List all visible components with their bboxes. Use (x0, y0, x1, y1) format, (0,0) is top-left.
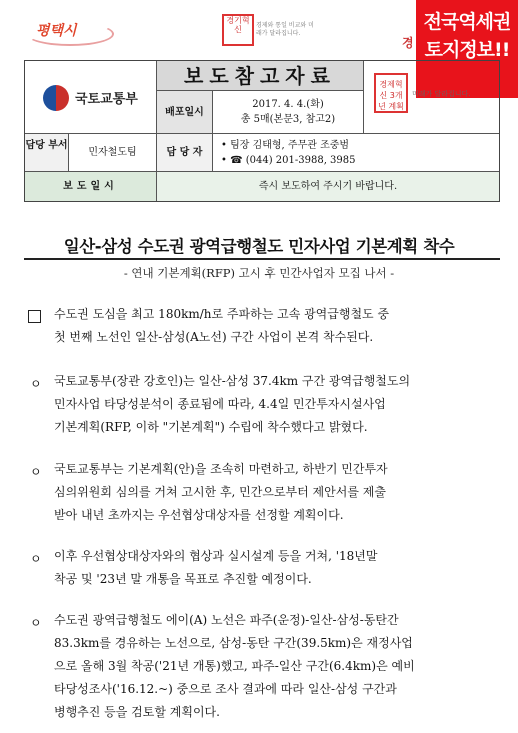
stamp-top-caption: 경제와 통일 비교와 미래가 달라집니다. (256, 22, 314, 37)
department-label: 담당 부서 (25, 134, 69, 172)
circle-bullet-icon: ㅇ (30, 465, 42, 479)
circle-bullet-icon: ㅇ (30, 616, 42, 630)
stamp-top-label: 경기혁신 (226, 16, 250, 34)
paragraph-3-line-1: 국토교통부는 기본계획(안)을 조속히 마련하고, 하반기 민간투자 (54, 462, 388, 476)
document-title: 보도참고자료 (157, 61, 363, 91)
paragraph-4 (54, 545, 500, 591)
stamp-caption: 미래가 달라집니다. (412, 90, 471, 98)
press-header-table (24, 60, 500, 202)
paragraph-4-line-1: 이후 우선협상대상자와의 협상과 실시설계 등을 거쳐, '18년말 (54, 549, 378, 563)
distribution-date: 2017. 4. 4.(화) (252, 99, 324, 110)
contact-value (213, 134, 499, 172)
circle-bullet-icon: ㅇ (30, 377, 42, 391)
paragraph-1-line-2: 첫 번째 노선인 일산-삼성(A노선) 구간 사업이 본격 착수된다. (54, 330, 374, 344)
corner-text: 경 (402, 36, 414, 50)
distribution-label: 배포일시 (157, 91, 213, 134)
paragraph-1 (54, 303, 500, 349)
paragraph-5-line-4: 타당성조사('16.12.~) 중으로 조사 결과에 따라 일산-삼성 구간과 (54, 682, 397, 696)
banner-line-1: 전국역세권 (423, 11, 511, 33)
paragraph-5 (54, 609, 500, 724)
subheadline: - 연내 기본계획(RFP) 고시 후 민간사업자 모집 나서 - (123, 266, 395, 280)
paragraph-3 (54, 458, 500, 527)
banner-line-2: 토지정보!! (424, 39, 510, 61)
headline: 일산-삼성 수도권 광역급행철도 민자사업 기본계획 착수 (63, 237, 455, 256)
taegeuk-icon (43, 85, 69, 111)
paragraph-2-line-2: 민자사업 타당성분석이 종료됨에 따라, 4.4일 민간투자시설사업 (54, 397, 386, 411)
release-label: 보도일시 (25, 172, 157, 201)
ministry-logo-cell (25, 61, 157, 134)
paragraph-1-line-1: 수도권 도심을 최고 180km/h로 주파하는 고속 광역급행철도 중 (54, 307, 390, 321)
release-value: 즉시 보도하여 주시기 바랍니다. (157, 172, 499, 201)
contact-label: 담 당 자 (157, 134, 213, 172)
contact-names: • 팀장 김태형, 주무관 조중범 (221, 140, 350, 151)
paragraph-4-line-2: 착공 및 '23년 말 개통을 목표로 추진할 예정이다. (54, 572, 312, 586)
department-value: 민자철도팀 (69, 134, 157, 172)
innovation-stamp-icon (222, 14, 254, 46)
circle-bullet-icon: ㅇ (30, 552, 42, 566)
paragraph-3-line-3: 받아 내년 초까지는 우선협상대상자를 선정할 계획이다. (54, 508, 344, 522)
distribution-value (213, 91, 363, 134)
headline-divider (24, 258, 500, 260)
innovation-stamp-cell (363, 61, 499, 134)
paragraph-2-line-3: 기본계획(RFP, 이하 "기본계획") 수립에 착수했다고 밝혔다. (54, 420, 368, 434)
paragraph-3-line-2: 심의위원회 심의를 거쳐 고시한 후, 민간으로부터 제안서를 제출 (54, 485, 386, 499)
paragraph-5-line-2: 83.3km를 경유하는 노선으로, 삼성-동탄 구간(39.5km)은 재정사업 (54, 636, 413, 650)
square-bullet-icon (28, 310, 41, 323)
contact-phone: • ☎ (044) 201-3988, 3985 (221, 155, 356, 166)
paragraph-2-line-1: 국토교통부(장관 강호인)는 일산-삼성 37.4km 구간 광역급행철도의 (54, 374, 411, 388)
ministry-name: 국토교통부 (75, 92, 138, 107)
left-logo-text: 평택시 (36, 23, 77, 39)
economy-innovation-stamp-icon: 경제혁신 3개년 계획 (374, 73, 408, 113)
paragraph-2 (54, 370, 500, 439)
distribution-pages: 총 5매(본문3, 참고2) (240, 114, 336, 125)
paragraph-5-line-1: 수도권 광역급행철도 에이(A) 노선은 파주(운정)-일산-삼성-동탄간 (54, 613, 399, 627)
pyeongtaek-logo (26, 18, 112, 44)
paragraph-5-line-5: 병행추진 등을 검토할 계획이다. (54, 705, 220, 719)
paragraph-5-line-3: 으로 올해 3월 착공('21년 개통)했고, 파주-일산 구간(6.4km)은 예비 (54, 659, 415, 673)
